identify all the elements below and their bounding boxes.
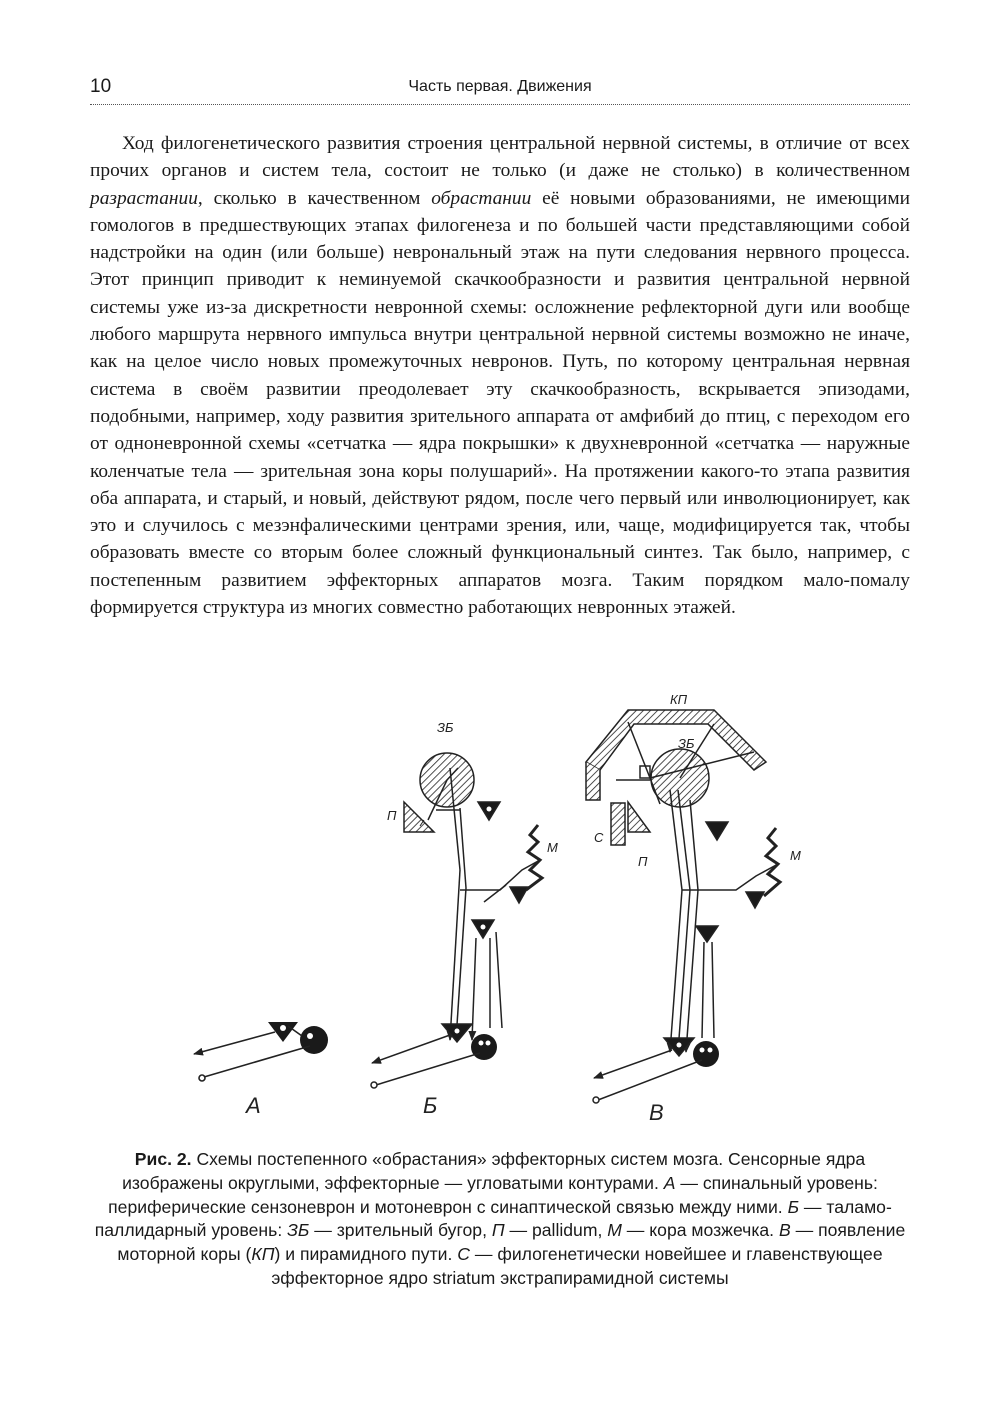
panel-label-c: В — [649, 1100, 664, 1125]
spinal-sensory-neuron — [471, 1034, 497, 1060]
cerebellar-cortex-contour — [526, 825, 542, 890]
label-zb-b: ЗБ — [437, 720, 454, 735]
body-emphasis: разрастании — [90, 187, 198, 209]
page-header — [90, 72, 910, 105]
neural-schema-svg — [150, 680, 880, 1130]
body-emphasis: обрастании — [431, 187, 532, 209]
page-number: 10 — [90, 76, 112, 97]
panel-c-diagram — [586, 710, 780, 1103]
striatum-nucleus — [611, 803, 625, 845]
body-text-part: , сколько в качественном — [197, 187, 432, 209]
label-kp: КП — [670, 692, 688, 707]
body-text-part: Ход филогенетического развития строения центральной нервной системы, в отличие от всех прочих органов и систем тела, состоит не только (и даже не столько) в количественном — [90, 133, 910, 182]
panel-label-b: Б — [423, 1093, 438, 1118]
running-title: Часть первая. Движения — [408, 78, 592, 95]
panel-label-a: А — [246, 1093, 261, 1118]
spinal-sensory-neuron-c — [693, 1041, 719, 1067]
caption-label: Рис. 2. — [134, 1149, 192, 1169]
label-p-b: П — [387, 808, 397, 823]
label-zb-c: ЗБ — [678, 736, 695, 751]
afferent-axon — [204, 1046, 310, 1077]
label-s: С — [594, 830, 604, 845]
figure-diagram — [150, 680, 880, 1130]
panel-a-diagram — [194, 1022, 328, 1081]
receptor-ending — [199, 1075, 205, 1081]
efferent-axon — [194, 1032, 275, 1054]
pallidum-nucleus-c — [628, 802, 650, 832]
figure-caption: Рис. 2. Схемы постепенного «обрастания» эффекторных систем мозга. Сенсорные ядра изображены округлыми, эффекторные — угловатыми контурами. А — спинальный уровень: периферические сензоневрон и мотоневрон с синаптической связью между ними. Б — таламо-паллидарный уровень: ЗБ — зрительный бугор, П — pallidum, М — кора мозжечка. В — появление моторной коры (КП) и пирамидного пути. С — филогенетически новейшее и главенствующее эффекторное ядро striatum экстрапирамидной системы — [94, 1149, 906, 1288]
label-m-c: М — [790, 848, 801, 863]
body-paragraph — [90, 130, 910, 621]
panel-b-diagram — [371, 753, 542, 1088]
sensory-neuron-body — [300, 1026, 328, 1054]
body-text-part: её новыми образованиями, не имеющими гомологов в предшествующих этапах филогенеза и по большей части представляющими собой надстройки на один (или больше) неврональный этаж на пути следования нервного процесса. Этот принцип приводит к неминуемой скачкообразности и развития центральной нервной системы уже из-за дискретности невронной схемы: осложнение рефлекторной дуги или вообще любого маршрута нервного импульса внутри центральной нервной системы возможно не иначе, как на целое число новых промежуточных невронов. Путь, по которому центральная нервная система в своём развитии преодолевает эту скачкообразность, вскрывается эпизодами, подобными, например, ходу развития зрительного аппарата от амфибий до птиц, с переходом его от одноневронной схемы «сетчатка — ядра покрышки» к двухневронной «сетчатка — наружные коленчатые тела — зрительная зона коры полушарий». На протяжении какого-то этапа развития оба аппарата, и старый, и новый, действуют рядом, после чего первый или инволюционирует, как это и случилось с мезэнфалическими центрами зрения, или, чаще, модифицируется так, чтобы образовать вместе со вторым более сложный функциональный синтез. Так было, например, с постепенным развитием эффекторных аппаратов мозга. Таким порядком мало-помалу формируется структура из многих совместно работающих невронных этажей. — [90, 187, 910, 619]
label-p-c: П — [638, 854, 648, 869]
label-m-b: М — [547, 840, 558, 855]
